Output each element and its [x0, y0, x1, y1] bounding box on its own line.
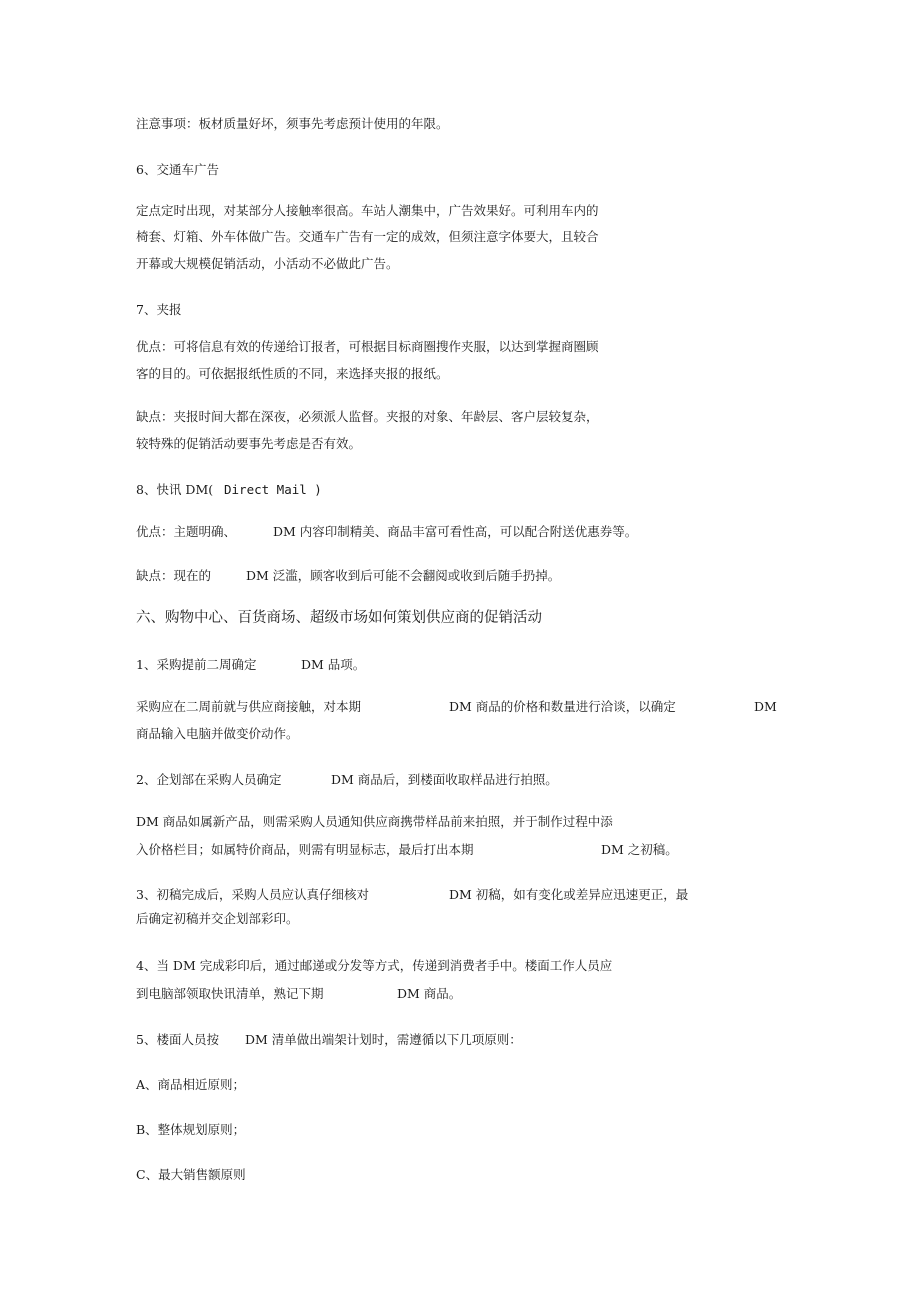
- principle-a: A、商品相近原则；: [136, 1077, 246, 1092]
- step-1-para-b: DM 商品的价格和数量进行洽谈，以确定: [449, 699, 676, 714]
- insert-advantage-line-1: 优点：可将信息有效的传递给订报者，可根据目标商圈搜作夹服，以达到掌握商圈顾: [136, 339, 599, 354]
- step-5-b: DM 清单做出端架计划时，需遵循以下几项原则：: [245, 1032, 522, 1047]
- step-1-heading-a: 1、采购提前二周确定: [136, 657, 257, 672]
- section-6-heading: 六、购物中心、百货商场、超级市场如何策划供应商的促销活动: [136, 610, 542, 626]
- step-4-b: DM 商品。: [397, 986, 462, 1001]
- insert-disadvantage-line-1: 缺点：夹报时间大都在深夜，必须派人监督。夹报的对象、年龄层、客户层较复杂，: [136, 409, 599, 424]
- transit-line-3: 开幕或大规模促销活动，小活动不必做此广告。: [136, 256, 399, 271]
- dm-advantage-text: DM 内容印制精美、商品丰富可看性高，可以配合附送优惠券等。: [273, 524, 638, 539]
- step-2-paragraph-line-1: DM 商品如属新产品，则需采购人员通知供应商携带样品前来拍照，并于制作过程中添: [136, 814, 613, 829]
- insert-advantage-line-2: 客的目的。可依据报纸性质的不同，来选择夹报的报纸。: [136, 366, 449, 381]
- heading-transit-ads: 6、交通车广告: [136, 162, 219, 177]
- step-2-heading-a: 2、企划部在采购人员确定: [136, 772, 282, 787]
- insert-disadvantage-line-2: 较特殊的促销活动要事先考虑是否有效。: [136, 436, 362, 451]
- step-4-a: 到电脑部领取快讯清单，熟记下期: [136, 986, 324, 1001]
- heading-newspaper-insert: 7、夹报: [136, 302, 182, 317]
- dm-disadvantage-prefix: 缺点：现在的: [136, 568, 212, 583]
- heading-dm-prefix: 8、快讯 DM(: [136, 482, 214, 497]
- step-2-para-a: 入价格栏目；如属特价商品，则需有明显标志，最后打出本期: [136, 842, 474, 857]
- transit-line-1: 定点定时出现，对某部分人接触率很高。车站人潮集中，广告效果好。可利用车内的: [136, 203, 599, 218]
- principle-b: B、整体规划原则；: [136, 1122, 246, 1137]
- step-1-heading-b: DM 品项。: [301, 657, 366, 672]
- dm-disadvantage-text: DM 泛滥，顾客收到后可能不会翻阅或收到后随手扔掉。: [246, 568, 561, 583]
- billboard-note: 注意事项：板材质量好坏，须事先考虑预计使用的年限。: [136, 116, 449, 131]
- heading-dm-direct-mail: Direct Mail ): [224, 482, 322, 497]
- step-1-para-c: DM: [754, 699, 777, 714]
- step-3-b: DM 初稿，如有变化或差异应迅速更正，最: [449, 887, 689, 902]
- transit-line-2: 椅套、灯箱、外车体做广告。交通车广告有一定的成效，但须注意字体要大，且较合: [136, 229, 599, 244]
- dm-advantage-prefix: 优点：主题明确、: [136, 524, 237, 539]
- step-1-paragraph-line-2: 商品输入电脑并做变价动作。: [136, 726, 299, 741]
- step-2-para-b: DM 之初稿。: [601, 842, 678, 857]
- step-3-a: 3、初稿完成后，采购人员应认真仔细核对: [136, 887, 369, 902]
- step-5-a: 5、楼面人员按: [136, 1032, 219, 1047]
- step-2-heading-b: DM 商品后，到楼面收取样品进行拍照。: [331, 772, 558, 787]
- step-1-para-a: 采购应在二周前就与供应商接触，对本期: [136, 699, 362, 714]
- principle-c: C、最大销售额原则: [136, 1167, 246, 1182]
- step-3-line-2: 后确定初稿并交企划部彩印。: [136, 911, 299, 926]
- step-4-line-1: 4、当 DM 完成彩印后，通过邮递或分发等方式，传递到消费者手中。楼面工作人员应: [136, 958, 613, 973]
